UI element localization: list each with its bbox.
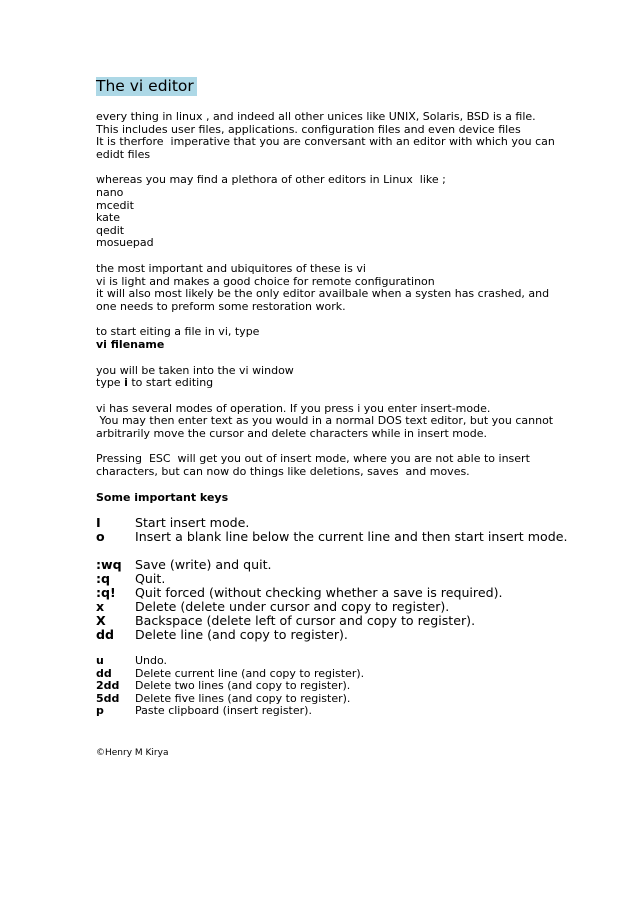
key-name: I xyxy=(96,515,101,531)
key-name: p xyxy=(96,704,104,718)
insert-key: i xyxy=(124,376,128,390)
key-name: X xyxy=(96,613,106,629)
key-row xyxy=(96,586,566,600)
insert-keys-list xyxy=(96,516,566,544)
modes-paragraph xyxy=(96,403,566,441)
key-row xyxy=(96,530,566,544)
esc-paragraph xyxy=(96,453,566,478)
key-row xyxy=(96,628,566,642)
intro-line: This includes user files, applications. configuration files and even device files xyxy=(96,122,521,136)
window-line xyxy=(96,377,566,390)
key-description: Delete line (and copy to register). xyxy=(135,627,348,643)
key-description: Start insert mode. xyxy=(135,515,250,531)
editor-item: kate xyxy=(96,211,120,225)
editor-item: mosuepad xyxy=(96,236,154,250)
intro-line: every thing in linux , and indeed all other unices like UNIX, Solaris, BSD is a file. xyxy=(96,110,536,123)
modes-line: vi has several modes of operation. If you press i you enter insert-mode. xyxy=(96,401,491,415)
footer-copyright: ©Henry M Kirya xyxy=(96,748,169,758)
intro-line: edidt files xyxy=(96,147,151,161)
key-name: dd xyxy=(96,627,115,643)
key-row xyxy=(96,572,566,586)
document-body xyxy=(96,76,566,718)
window-line: you will be taken into the vi window xyxy=(96,363,294,377)
editor-item: nano xyxy=(96,185,124,199)
key-description: Quit forced (without checking whether a save is required). xyxy=(135,585,503,601)
key-description: Undo. xyxy=(135,654,168,668)
keys-heading-block xyxy=(96,492,566,505)
key-name: :wq xyxy=(96,557,122,573)
key-description: Delete five lines (and copy to register). xyxy=(135,691,351,705)
important-line: one needs to preform some restoration work. xyxy=(96,299,346,313)
key-name: x xyxy=(96,599,105,615)
key-description: Backspace (delete left of cursor and copy to register). xyxy=(135,613,476,629)
start-line: to start eiting a file in vi, type xyxy=(96,325,260,339)
key-row xyxy=(96,705,566,718)
key-row xyxy=(96,558,566,572)
key-description: Quit. xyxy=(135,571,166,587)
window-paragraph xyxy=(96,365,566,390)
important-line: vi is light and makes a good choice for remote configuratinon xyxy=(96,274,435,288)
key-description: Delete (delete under cursor and copy to register). xyxy=(135,599,450,615)
key-row xyxy=(96,680,566,693)
intro-line: It is therfore imperative that you are conversant with an editor with which you can xyxy=(96,135,555,149)
window-line-post: to start editing xyxy=(127,376,214,390)
modes-line: arbitrarily move the cursor and delete characters while in insert mode. xyxy=(96,426,487,440)
important-line: the most important and ubiquitores of these is vi xyxy=(96,261,366,275)
editor-item: mcedit xyxy=(96,198,134,212)
key-name: u xyxy=(96,654,104,668)
page-title: The vi editor xyxy=(96,77,197,96)
key-row xyxy=(96,614,566,628)
important-paragraph xyxy=(96,263,566,313)
start-paragraph xyxy=(96,326,566,351)
key-name: 2dd xyxy=(96,679,120,693)
editors-intro: whereas you may find a plethora of other editors in Linux like ; xyxy=(96,173,446,187)
key-description: Paste clipboard (insert register). xyxy=(135,704,312,718)
save-keys-list xyxy=(96,558,566,642)
intro-paragraph xyxy=(96,111,566,161)
modes-line: You may then enter text as you would in a normal DOS text editor, but you cannot xyxy=(96,414,554,428)
key-description: Delete current line (and copy to register). xyxy=(135,666,365,680)
key-name: :q! xyxy=(96,585,116,601)
key-description: Insert a blank line below the current line and then start insert mode. xyxy=(135,529,568,545)
key-name: dd xyxy=(96,666,112,680)
important-line: it will also most likely be the only editor availbale when a systen has crashed, and xyxy=(96,287,550,301)
esc-line: Pressing ESC will get you out of insert mode, where you are not able to insert xyxy=(96,452,530,466)
key-description: Save (write) and quit. xyxy=(135,557,272,573)
key-name: o xyxy=(96,529,105,545)
window-line-pre: type xyxy=(96,376,125,390)
esc-line: characters, but can now do things like deletions, saves and moves. xyxy=(96,465,470,479)
key-row xyxy=(96,516,566,530)
start-command: vi filename xyxy=(96,337,165,351)
editor-item: qedit xyxy=(96,223,125,237)
edit-keys-list xyxy=(96,655,566,718)
keys-heading: Some important keys xyxy=(96,490,229,504)
key-row xyxy=(96,600,566,614)
key-description: Delete two lines (and copy to register). xyxy=(135,679,351,693)
key-name: 5dd xyxy=(96,691,120,705)
key-name: :q xyxy=(96,571,111,587)
editors-paragraph xyxy=(96,174,566,250)
key-row xyxy=(96,655,566,668)
